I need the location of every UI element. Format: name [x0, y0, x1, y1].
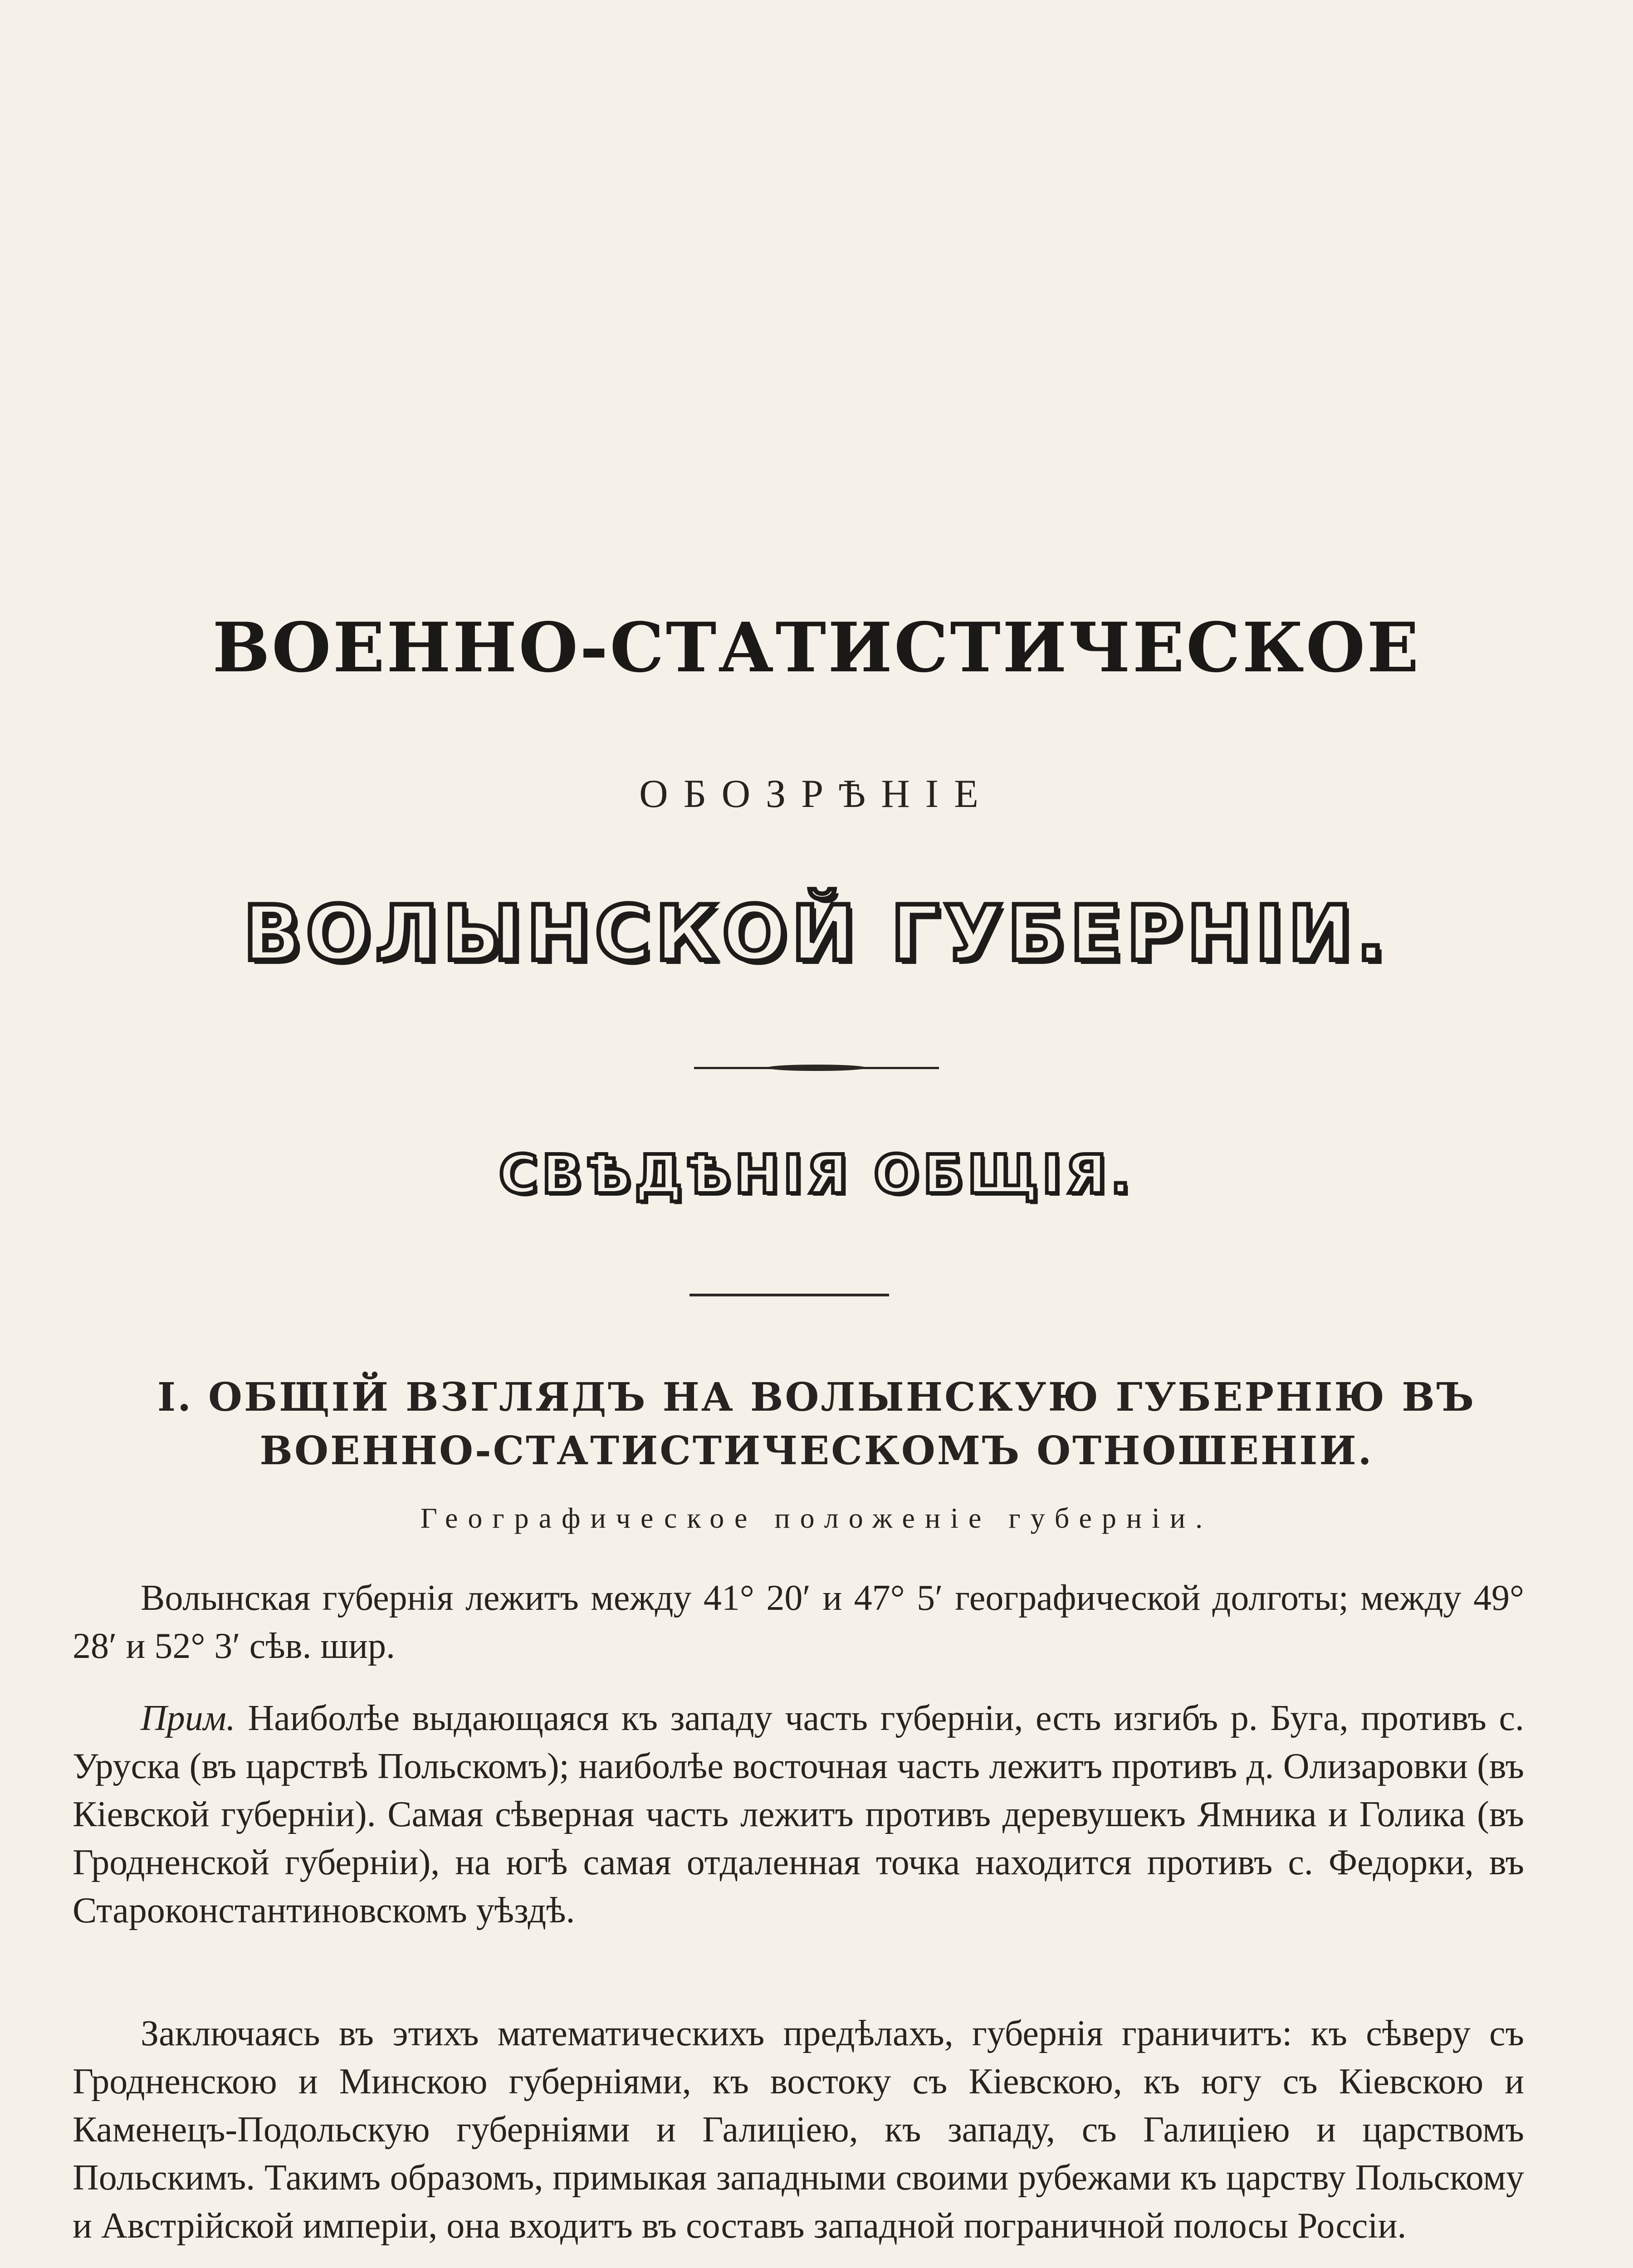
title-main: ВОЕННО-СТАТИСТИЧЕСКОЕ — [212, 608, 1421, 688]
title-sub: ОБОЗРѢНІЕ — [639, 772, 994, 816]
divider-rule-bottom — [689, 1294, 889, 1296]
subsection-title: Географическое положеніе губерніи. — [420, 1502, 1213, 1534]
paragraph-note — [73, 1694, 1524, 1935]
paragraph-coordinates: Волынская губернія лежитъ между 41° 20′ и 47° 5′ географической долготы; между 49° 28′ и 52° 3′ сѣв. шир. — [73, 1578, 1524, 1666]
title-province: ВОЛЫНСКОЙ ГУБЕРНІИ. — [243, 889, 1390, 978]
note-text: Наиболѣе выдающаяся къ западу часть губерніи, есть изгибъ р. Буга, противъ с. Уруска (въ царствѣ Польскомъ); наиболѣе восточная часть лежитъ противъ д. Олизаровки (въ Кіевской губерніи). Самая сѣверная часть лежитъ противъ деревушекъ Ямника и Голика (въ Гродненской губерніи), на югѣ самая отдаленная точка находится противъ с. Федорки, въ Староконстантиновскомъ уѣздѣ. — [73, 1698, 1524, 1931]
chapter-heading-line-2: ВОЕННО-СТАТИСТИЧЕСКОМЪ ОТНОШЕНІИ. — [259, 1428, 1374, 1474]
paragraph-borders: Заключаясь въ этихъ математическихъ предѣлахъ, губернія граничитъ: къ сѣверу съ Гродненскою и Минскою губерніями, къ востоку съ Кіевскою, къ югу съ Кіевскою и Каменецъ-Подольскую губерніями и Галиціею, къ западу, съ Галиціею и царствомъ Польскимъ. Такимъ образомъ, примыкая западными своими рубежами къ царству Польскому и Австрійской имперіи, она входитъ въ составъ западной пограничной полосы Россіи. — [73, 2014, 1524, 2246]
section-heading: СВѢДѢНІЯ ОБЩІЯ. — [499, 1143, 1134, 1206]
divider-rule-top-swell — [767, 1065, 866, 1071]
chapter-heading-line-1: I. ОБЩІЙ ВЗГЛЯДЪ НА ВОЛЫНСКУЮ ГУБЕРНІЮ ВЪ — [157, 1374, 1476, 1420]
note-label: Прим. — [141, 1698, 235, 1738]
